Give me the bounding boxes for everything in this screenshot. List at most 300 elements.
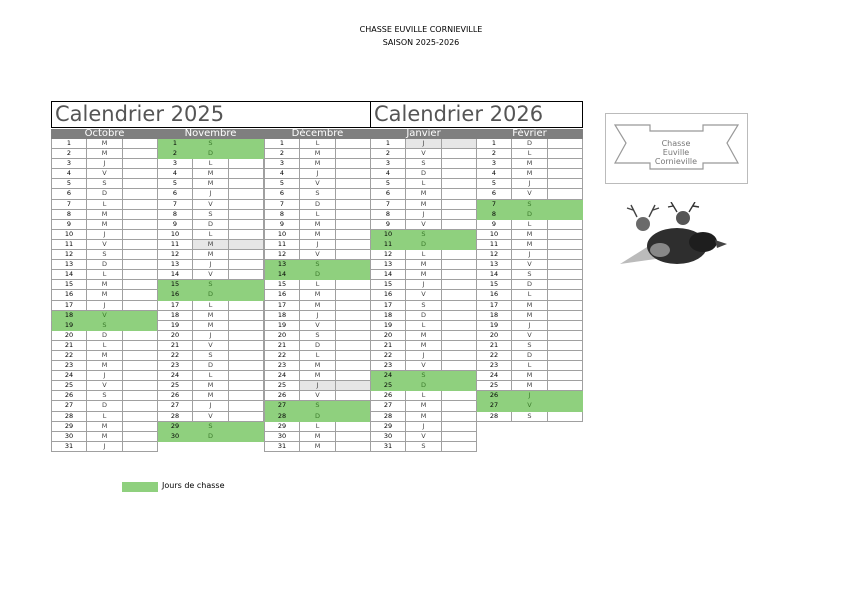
day-row (370, 301, 477, 311)
day-note (548, 391, 583, 401)
day-number: 23 (51, 361, 87, 371)
day-letter: L (406, 321, 442, 331)
day-number: 3 (157, 159, 193, 169)
day-letter: M (300, 290, 336, 300)
day-letter: J (193, 401, 229, 411)
day-number: 9 (476, 220, 512, 230)
day-note (229, 159, 264, 169)
day-note (442, 422, 477, 432)
day-row (476, 220, 583, 230)
day-row (264, 230, 371, 240)
day-row (157, 260, 264, 270)
day-letter: J (406, 139, 442, 149)
day-number: 28 (157, 412, 193, 422)
day-letter: D (406, 240, 442, 250)
day-note (336, 210, 371, 220)
day-letter: S (300, 331, 336, 341)
day-note (123, 311, 158, 321)
day-number: 30 (157, 432, 193, 442)
day-number: 27 (51, 401, 87, 411)
day-number: 28 (370, 412, 406, 422)
day-letter: S (193, 351, 229, 361)
day-note (229, 250, 264, 260)
day-letter: D (512, 351, 548, 361)
day-letter: M (300, 361, 336, 371)
day-row (370, 179, 477, 189)
day-row (370, 381, 477, 391)
day-number: 6 (264, 189, 300, 199)
day-number: 9 (264, 220, 300, 230)
day-letter: S (406, 371, 442, 381)
day-letter: L (87, 412, 123, 422)
day-row (51, 240, 158, 250)
day-number: 3 (370, 159, 406, 169)
day-row (264, 290, 371, 300)
day-number: 14 (370, 270, 406, 280)
day-note (442, 240, 477, 250)
day-number: 12 (370, 250, 406, 260)
day-letter: M (406, 189, 442, 199)
day-note (123, 220, 158, 230)
day-row (264, 381, 371, 391)
day-row (51, 391, 158, 401)
day-letter: M (512, 230, 548, 240)
day-row (370, 361, 477, 371)
day-number: 13 (370, 260, 406, 270)
day-note (442, 341, 477, 351)
day-row (157, 159, 264, 169)
day-row (157, 220, 264, 230)
day-letter: M (87, 361, 123, 371)
day-letter: S (406, 159, 442, 169)
day-number: 16 (157, 290, 193, 300)
day-note (123, 230, 158, 240)
day-note (123, 361, 158, 371)
day-row (51, 210, 158, 220)
day-note (336, 301, 371, 311)
day-number: 13 (157, 260, 193, 270)
day-row (264, 240, 371, 250)
month-0 (51, 129, 158, 452)
day-letter: M (406, 270, 442, 280)
day-row (157, 250, 264, 260)
day-note (548, 361, 583, 371)
day-letter: M (512, 381, 548, 391)
day-letter: D (193, 361, 229, 371)
day-note (442, 311, 477, 321)
day-letter: D (512, 139, 548, 149)
day-note (123, 240, 158, 250)
day-row (370, 270, 477, 280)
day-number: 23 (157, 361, 193, 371)
day-note (336, 401, 371, 411)
day-row (370, 149, 477, 159)
month-header: Novembre (157, 129, 264, 139)
day-number: 26 (264, 391, 300, 401)
day-row (264, 351, 371, 361)
day-letter: J (87, 301, 123, 311)
day-row (476, 331, 583, 341)
day-number: 18 (157, 311, 193, 321)
day-row (51, 381, 158, 391)
day-letter: S (193, 280, 229, 290)
day-letter: M (87, 149, 123, 159)
day-number: 11 (264, 240, 300, 250)
day-note (123, 280, 158, 290)
day-letter: S (300, 401, 336, 411)
day-row (157, 301, 264, 311)
day-row (264, 280, 371, 290)
day-number: 30 (370, 432, 406, 442)
day-letter: V (87, 311, 123, 321)
day-number: 15 (157, 280, 193, 290)
day-number: 2 (264, 149, 300, 159)
day-note (229, 361, 264, 371)
game-animals-illustration (615, 202, 730, 272)
day-number: 25 (370, 381, 406, 391)
day-number: 7 (370, 200, 406, 210)
day-note (229, 301, 264, 311)
day-number: 17 (157, 301, 193, 311)
day-note (336, 442, 371, 452)
day-letter: J (87, 371, 123, 381)
day-number: 26 (51, 391, 87, 401)
day-letter: D (193, 432, 229, 442)
day-number: 6 (476, 189, 512, 199)
day-note (336, 149, 371, 159)
day-row (476, 169, 583, 179)
day-row (264, 311, 371, 321)
day-row (264, 169, 371, 179)
day-letter: L (300, 351, 336, 361)
day-letter: L (512, 290, 548, 300)
day-row (370, 220, 477, 230)
day-letter: M (300, 220, 336, 230)
day-note (229, 169, 264, 179)
day-letter: S (87, 179, 123, 189)
day-letter: V (300, 250, 336, 260)
club-logo (605, 113, 748, 184)
day-letter: V (512, 189, 548, 199)
day-number: 21 (51, 341, 87, 351)
day-number: 4 (157, 169, 193, 179)
day-number: 22 (51, 351, 87, 361)
day-number: 14 (157, 270, 193, 280)
day-letter: M (512, 169, 548, 179)
day-note (123, 189, 158, 199)
day-letter: S (193, 210, 229, 220)
day-number: 16 (476, 290, 512, 300)
day-row (51, 422, 158, 432)
day-number: 29 (370, 422, 406, 432)
day-note (336, 179, 371, 189)
day-row (51, 220, 158, 230)
day-number: 17 (51, 301, 87, 311)
day-letter: M (193, 381, 229, 391)
day-letter: V (406, 220, 442, 230)
day-letter: D (300, 412, 336, 422)
day-number: 29 (51, 422, 87, 432)
day-row (51, 280, 158, 290)
day-letter: L (193, 230, 229, 240)
day-letter: J (406, 210, 442, 220)
day-letter: M (87, 351, 123, 361)
day-note (229, 341, 264, 351)
day-note (123, 301, 158, 311)
day-note (336, 290, 371, 300)
day-note (548, 412, 583, 422)
day-note (548, 240, 583, 250)
day-number: 10 (264, 230, 300, 240)
day-letter: J (87, 230, 123, 240)
day-number: 9 (157, 220, 193, 230)
day-number: 6 (51, 189, 87, 199)
day-row (157, 280, 264, 290)
day-row (51, 290, 158, 300)
day-row (370, 422, 477, 432)
day-note (548, 341, 583, 351)
logo-text-3: Cornieville (654, 157, 698, 166)
day-row (476, 250, 583, 260)
day-row (51, 371, 158, 381)
day-row (51, 331, 158, 341)
day-note (548, 200, 583, 210)
day-letter: M (193, 169, 229, 179)
day-letter: M (193, 179, 229, 189)
day-note (336, 311, 371, 321)
day-letter: J (193, 260, 229, 270)
day-number: 4 (51, 169, 87, 179)
day-row (264, 442, 371, 452)
day-number: 3 (264, 159, 300, 169)
day-number: 19 (476, 321, 512, 331)
day-row (370, 341, 477, 351)
day-number: 29 (264, 422, 300, 432)
day-note (336, 260, 371, 270)
day-number: 14 (51, 270, 87, 280)
day-letter: J (300, 311, 336, 321)
day-row (157, 412, 264, 422)
day-letter: V (87, 381, 123, 391)
day-row (264, 270, 371, 280)
day-note (442, 179, 477, 189)
day-note (336, 240, 371, 250)
day-letter: J (300, 169, 336, 179)
day-row (370, 230, 477, 240)
day-letter: L (300, 280, 336, 290)
day-number: 18 (264, 311, 300, 321)
day-row (157, 179, 264, 189)
day-row (51, 311, 158, 321)
day-note (548, 270, 583, 280)
day-row (157, 240, 264, 250)
day-note (548, 210, 583, 220)
day-letter: J (512, 179, 548, 189)
day-row (51, 401, 158, 411)
day-number: 25 (264, 381, 300, 391)
day-number: 30 (264, 432, 300, 442)
day-letter: V (193, 412, 229, 422)
day-note (442, 361, 477, 371)
logo-text-1: Chasse (661, 139, 691, 148)
day-number: 13 (51, 260, 87, 270)
day-number: 1 (264, 139, 300, 149)
day-letter: V (87, 240, 123, 250)
day-letter: V (512, 331, 548, 341)
day-letter: M (193, 311, 229, 321)
day-number: 1 (157, 139, 193, 149)
day-number: 22 (370, 351, 406, 361)
day-note (229, 149, 264, 159)
day-letter: M (87, 422, 123, 432)
day-row (264, 250, 371, 260)
day-letter: V (193, 270, 229, 280)
day-note (336, 351, 371, 361)
day-row (370, 331, 477, 341)
day-note (229, 432, 264, 442)
day-note (123, 149, 158, 159)
day-row (157, 210, 264, 220)
day-row (51, 139, 158, 149)
day-row (264, 179, 371, 189)
day-number: 30 (51, 432, 87, 442)
day-note (123, 381, 158, 391)
day-number: 20 (264, 331, 300, 341)
day-letter: J (87, 442, 123, 452)
day-letter: M (512, 301, 548, 311)
day-note (123, 331, 158, 341)
day-row (157, 371, 264, 381)
day-note (548, 321, 583, 331)
day-letter: L (193, 371, 229, 381)
day-letter: J (406, 351, 442, 361)
day-number: 6 (370, 189, 406, 199)
day-letter: M (406, 200, 442, 210)
day-note (229, 371, 264, 381)
day-number: 2 (370, 149, 406, 159)
month-4 (476, 129, 583, 422)
day-row (476, 230, 583, 240)
day-note (336, 371, 371, 381)
day-row (370, 401, 477, 411)
day-row (157, 290, 264, 300)
day-number: 10 (157, 230, 193, 240)
day-note (548, 179, 583, 189)
day-number: 12 (476, 250, 512, 260)
day-number: 8 (476, 210, 512, 220)
day-letter: V (193, 341, 229, 351)
day-letter: L (512, 361, 548, 371)
day-row (476, 159, 583, 169)
day-number: 24 (370, 371, 406, 381)
day-number: 24 (157, 371, 193, 381)
day-letter: J (406, 422, 442, 432)
day-number: 15 (264, 280, 300, 290)
day-letter: V (512, 260, 548, 270)
day-note (123, 442, 158, 452)
day-row (264, 149, 371, 159)
day-number: 24 (476, 371, 512, 381)
day-note (123, 179, 158, 189)
day-note (229, 210, 264, 220)
day-note (336, 341, 371, 351)
day-row (51, 230, 158, 240)
day-letter: M (406, 341, 442, 351)
day-row (370, 432, 477, 442)
day-row (264, 371, 371, 381)
day-note (123, 250, 158, 260)
month-header: Janvier (370, 129, 477, 139)
day-letter: D (300, 200, 336, 210)
day-note (123, 139, 158, 149)
day-number: 8 (264, 210, 300, 220)
day-letter: S (87, 250, 123, 260)
day-letter: J (512, 391, 548, 401)
day-row (476, 391, 583, 401)
day-letter: M (87, 139, 123, 149)
day-row (476, 189, 583, 199)
day-note (229, 422, 264, 432)
day-number: 16 (51, 290, 87, 300)
day-note (442, 159, 477, 169)
day-note (229, 311, 264, 321)
day-number: 14 (264, 270, 300, 280)
day-number: 23 (476, 361, 512, 371)
day-letter: S (193, 422, 229, 432)
day-note (123, 391, 158, 401)
day-row (370, 139, 477, 149)
day-note (548, 331, 583, 341)
day-letter: J (406, 280, 442, 290)
day-note (229, 321, 264, 331)
day-letter: V (300, 391, 336, 401)
day-row (51, 432, 158, 442)
day-note (336, 159, 371, 169)
day-number: 18 (370, 311, 406, 321)
day-note (336, 189, 371, 199)
day-letter: S (512, 270, 548, 280)
day-letter: M (87, 432, 123, 442)
day-letter: J (193, 189, 229, 199)
day-row (51, 250, 158, 260)
day-note (548, 351, 583, 361)
day-row (476, 401, 583, 411)
day-letter: M (406, 401, 442, 411)
day-letter: L (406, 250, 442, 260)
day-note (229, 290, 264, 300)
day-row (476, 311, 583, 321)
day-number: 25 (51, 381, 87, 391)
day-number: 7 (264, 200, 300, 210)
day-note (123, 270, 158, 280)
day-letter: M (193, 250, 229, 260)
day-note (548, 149, 583, 159)
day-note (548, 139, 583, 149)
day-note (123, 432, 158, 442)
day-letter: S (87, 321, 123, 331)
day-row (370, 169, 477, 179)
day-number: 11 (476, 240, 512, 250)
legend-label: Jours de chasse (162, 481, 225, 490)
month-header: Décembre (264, 129, 371, 139)
day-letter: M (406, 331, 442, 341)
day-note (123, 290, 158, 300)
day-letter: V (300, 321, 336, 331)
day-letter: J (300, 240, 336, 250)
day-letter: M (512, 240, 548, 250)
day-row (51, 351, 158, 361)
day-row (476, 280, 583, 290)
